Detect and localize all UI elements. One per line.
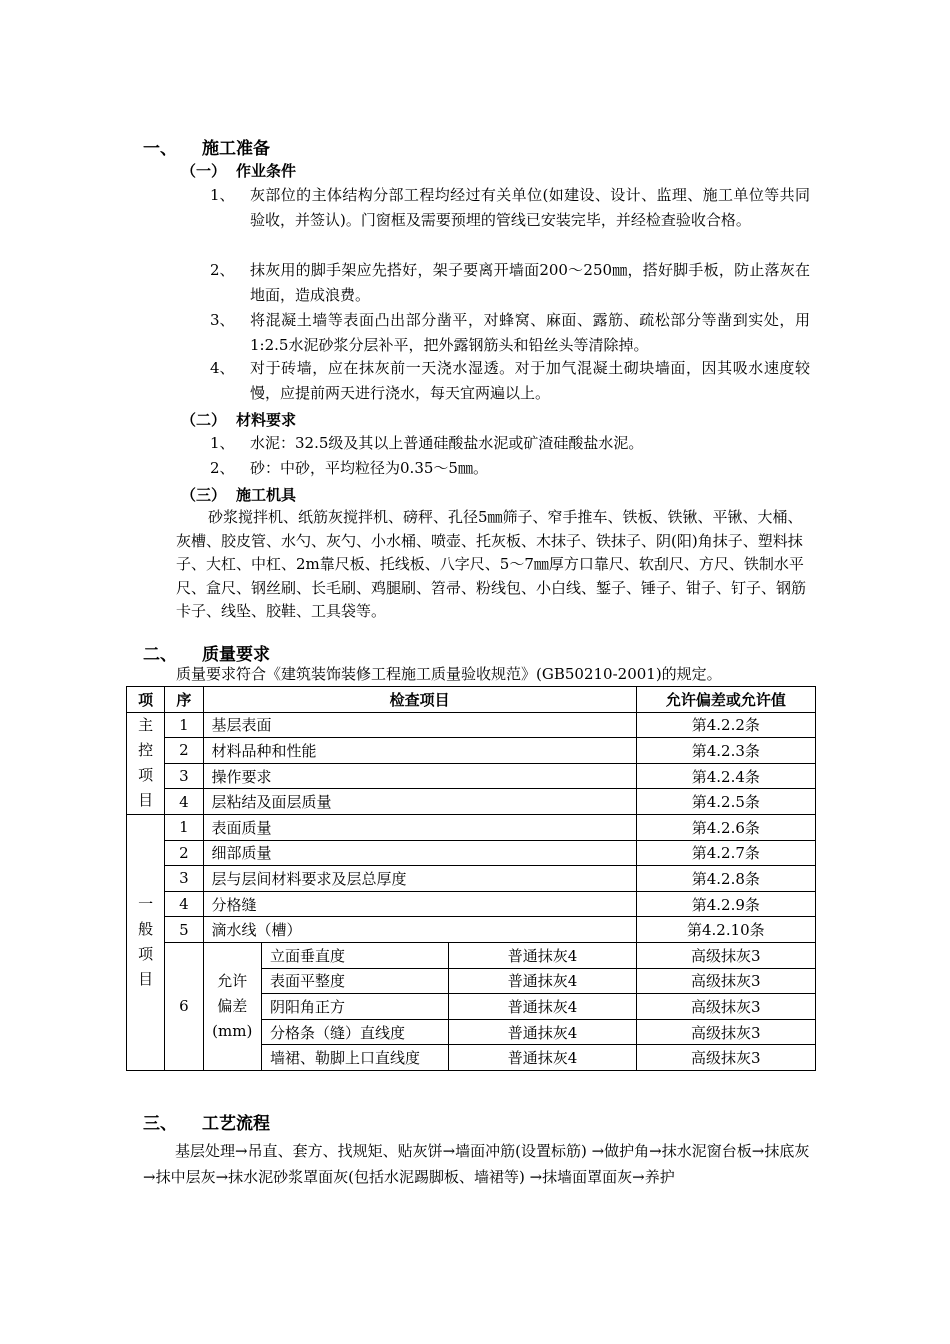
row-check: 滴水线（槽） — [203, 917, 636, 943]
list-item-text: 灰部位的主体结构分部工程均经过有关单位(如建设、设计、监理、施工单位等共同验收，并签认)。门窗框及需要预埋的管线已安装完毕，并经检查验收合格。 — [250, 186, 810, 229]
list-item-number: 2、 — [210, 261, 235, 279]
deviation-normal: 普通抹灰4 — [449, 994, 636, 1020]
table-row — [127, 917, 816, 943]
row-check: 层与层间材料要求及层总厚度 — [203, 866, 636, 892]
list-item-number: 4、 — [210, 359, 235, 377]
deviation-name: 立面垂直度 — [261, 942, 448, 968]
subsection-1-number: （一） — [181, 162, 227, 180]
list-item-text: 抹灰用的脚手架应先搭好，架子要离开墙面200～250㎜，搭好脚手板，防止落灰在地面，造成浪费。 — [250, 261, 810, 304]
header-item: 项 — [127, 687, 165, 713]
row-check: 表面质量 — [203, 814, 636, 840]
row-seq: 2 — [165, 738, 203, 764]
deviation-advanced: 高级抹灰3 — [636, 1045, 815, 1071]
deviation-normal: 普通抹灰4 — [449, 1019, 636, 1045]
list-item-number: 3、 — [210, 311, 235, 329]
deviation-advanced: 高级抹灰3 — [636, 1019, 815, 1045]
deviation-normal: 普通抹灰4 — [449, 942, 636, 968]
row-value: 第4.2.4条 — [636, 763, 815, 789]
section-2-title: 质量要求 — [202, 645, 270, 665]
section-3-number: 三、 — [143, 1114, 177, 1134]
list-item-text: 水泥：32.5级及其以上普通硅酸盐水泥或矿渣硅酸盐水泥。 — [250, 434, 644, 452]
row-value: 第4.2.10条 — [636, 917, 815, 943]
table-row — [127, 712, 816, 738]
table-header-row — [127, 687, 816, 713]
process-flow-text: 基层处理→吊直、套方、找规矩、贴灰饼→墙面冲筋(设置标筋) →做护角→抹水泥窗台板→抹底灰→抹中层灰→抹水泥砂浆罩面灰(包括水泥踢脚板、墙裙等) →抹墙面罩面灰→养护 — [143, 1142, 810, 1186]
list-item-text: 砂：中砂，平均粒径为0.35～5㎜。 — [250, 459, 488, 477]
group-main-label: 主 控 项 目 — [127, 712, 165, 814]
deviation-name: 阴阳角正方 — [261, 994, 448, 1020]
row-check: 细部质量 — [203, 840, 636, 866]
section-1-number: 一、 — [143, 139, 177, 159]
header-check: 检查项目 — [203, 687, 636, 713]
subsection-2-title: 材料要求 — [236, 411, 297, 429]
deviation-advanced: 高级抹灰3 — [636, 942, 815, 968]
row-seq: 4 — [165, 891, 203, 917]
row-value: 第4.2.3条 — [636, 738, 815, 764]
subsection-1-title: 作业条件 — [236, 162, 297, 180]
row-seq: 4 — [165, 789, 203, 815]
quality-intro: 质量要求符合《建筑装饰装修工程施工质量验收规范》(GB50210-2001)的规定。 — [176, 665, 722, 683]
quality-table — [126, 686, 816, 1071]
list-item-number: 1、 — [210, 186, 235, 204]
subsection-2-number: （二） — [181, 411, 227, 429]
list-item-text: 将混凝土墙等表面凸出部分凿平，对蜂窝、麻面、露筋、疏松部分等凿到实处，用1:2.5水泥砂浆分层补平，把外露钢筋头和铅丝头等清除掉。 — [250, 311, 810, 354]
row-check: 层粘结及面层质量 — [203, 789, 636, 815]
table-row — [127, 942, 816, 968]
list-item-number: 1、 — [210, 434, 235, 452]
section-1-title: 施工准备 — [202, 139, 270, 159]
deviation-advanced: 高级抹灰3 — [636, 968, 815, 994]
row-check: 操作要求 — [203, 763, 636, 789]
subsection-3-title: 施工机具 — [236, 486, 297, 504]
subsection-3-number: （三） — [181, 486, 227, 504]
row-check: 分格缝 — [203, 891, 636, 917]
row-check: 基层表面 — [203, 712, 636, 738]
tools-paragraph: 砂浆搅拌机、纸筋灰搅拌机、磅秤、孔径5㎜筛子、窄手推车、铁板、铁锹、平锹、大桶、灰槽、胶皮管、水勺、灰勺、小水桶、喷壶、托灰板、木抹子、铁抹子、阴(阳)角抹子、塑料抹子、大杠、中杠、2m靠尺板、托线板、八字尺、5～7㎜厚方口靠尺、软刮尺、方尺、铁制水平尺、盒尺、钢丝刷、长毛刷、鸡腿刷、笤帚、粉线包、小白线、錾子、锤子、钳子、钉子、钢筋卡子、线坠、胶鞋、工具袋等。 — [176, 508, 807, 620]
row-seq: 3 — [165, 763, 203, 789]
row-seq: 6 — [165, 942, 203, 1070]
table-row — [127, 738, 816, 764]
deviation-advanced: 高级抹灰3 — [636, 994, 815, 1020]
row-seq: 5 — [165, 917, 203, 943]
row-seq: 3 — [165, 866, 203, 892]
group-general-label: 一 般 项 目 — [127, 814, 165, 1070]
section-2-number: 二、 — [143, 645, 177, 665]
table-row — [127, 840, 816, 866]
table-row — [127, 866, 816, 892]
row-seq: 2 — [165, 840, 203, 866]
row-seq: 1 — [165, 712, 203, 738]
deviation-name: 分格条（缝）直线度 — [261, 1019, 448, 1045]
deviation-normal: 普通抹灰4 — [449, 1045, 636, 1071]
table-row — [127, 763, 816, 789]
deviation-name: 表面平整度 — [261, 968, 448, 994]
section-3-title: 工艺流程 — [202, 1114, 270, 1134]
row-value: 第4.2.2条 — [636, 712, 815, 738]
row-value: 第4.2.6条 — [636, 814, 815, 840]
deviation-name: 墙裙、勒脚上口直线度 — [261, 1045, 448, 1071]
deviation-normal: 普通抹灰4 — [449, 968, 636, 994]
table-row — [127, 814, 816, 840]
table-row — [127, 789, 816, 815]
deviation-label: 允许 偏差 (mm) — [203, 942, 261, 1070]
row-value: 第4.2.5条 — [636, 789, 815, 815]
list-item-number: 2、 — [210, 459, 235, 477]
row-check: 材料品种和性能 — [203, 738, 636, 764]
row-value: 第4.2.9条 — [636, 891, 815, 917]
row-value: 第4.2.8条 — [636, 866, 815, 892]
table-row — [127, 891, 816, 917]
header-allow: 允许偏差或允许值 — [636, 687, 815, 713]
list-item-text: 对于砖墙，应在抹灰前一天浇水湿透。对于加气混凝土砌块墙面，因其吸水速度较慢，应提前两天进行浇水，每天宜两遍以上。 — [250, 359, 810, 402]
row-value: 第4.2.7条 — [636, 840, 815, 866]
header-seq: 序 — [165, 687, 203, 713]
row-seq: 1 — [165, 814, 203, 840]
